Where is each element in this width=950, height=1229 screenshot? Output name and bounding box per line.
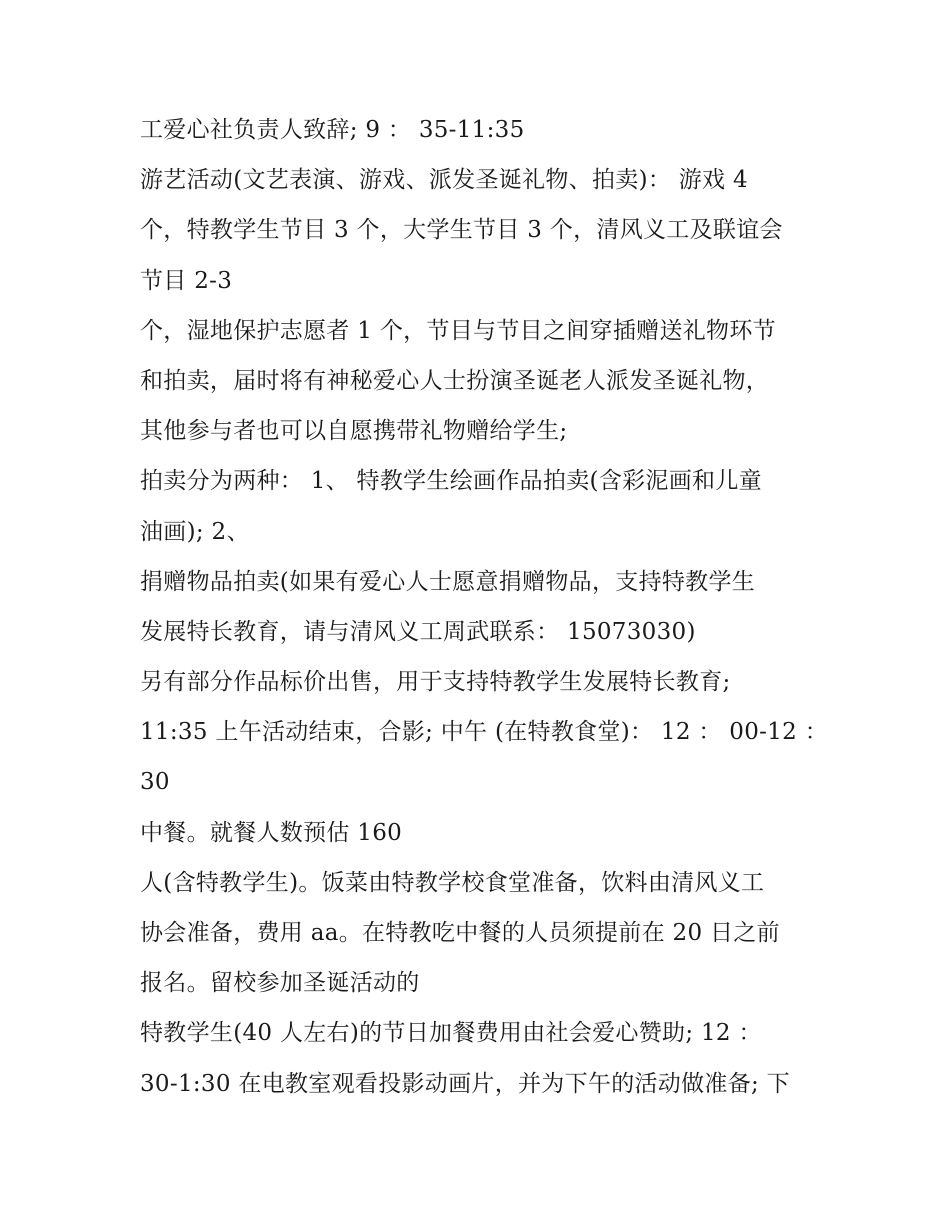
text-line: 30 — [140, 769, 170, 796]
text-line: 捐赠物品拍卖(如果有爱心人士愿意捐赠物品，支持特教学生 — [140, 568, 756, 595]
text-line: 节目 2-3 — [140, 267, 233, 294]
text-line: 另有部分作品标价出售，用于支持特教学生发展特长教育; — [140, 669, 731, 696]
text-line: 特教学生(40 人左右)的节日加餐费用由社会爱心赞助; 12 ： — [140, 1020, 762, 1047]
text-line: 30-1:30 在电教室观看投影动画片，并为下午的活动做准备; 下 — [140, 1070, 790, 1097]
text-line: 中餐。就餐人数预估 160 — [140, 819, 403, 846]
text-line: 人(含特教学生)。饭菜由特教学校食堂准备，饮料由清风义工 — [140, 869, 765, 896]
text-line: 游艺活动(文艺表演、游戏、派发圣诞礼物、拍卖)： 游戏 4 — [140, 167, 748, 194]
document-body — [140, 112, 829, 1116]
text-line: 11:35 上午活动结束，合影; 中午 (在特教食堂)： 12 ： 00-12 ： — [140, 719, 829, 746]
text-line: 其他参与者也可以自愿携带礼物赠给学生; — [140, 418, 568, 445]
text-line: 个，湿地保护志愿者 1 个，节目与节目之间穿插赠送礼物环节 — [140, 317, 776, 344]
text-line: 油画); 2、 — [140, 518, 250, 545]
text-line: 协会准备，费用 aa。在特教吃中餐的人员须提前在 20 日之前 — [140, 920, 780, 946]
text-line: 拍卖分为两种： 1、 特教学生绘画作品拍卖(含彩泥画和儿童 — [140, 468, 762, 495]
text-line: 个，特教学生节目 3 个，大学生节目 3 个，清风义工及联谊会 — [140, 217, 783, 244]
text-line: 报名。留校参加圣诞活动的 — [140, 970, 420, 997]
text-line: 发展特长教育，请与清风义工周武联系： 15073030) — [140, 618, 696, 645]
text-line: 工爱心社负责人致辞; 9 ： 35-11:35 — [140, 117, 525, 143]
text-line: 和拍卖，届时将有神秘爱心人士扮演圣诞老人派发圣诞礼物， — [140, 367, 770, 394]
